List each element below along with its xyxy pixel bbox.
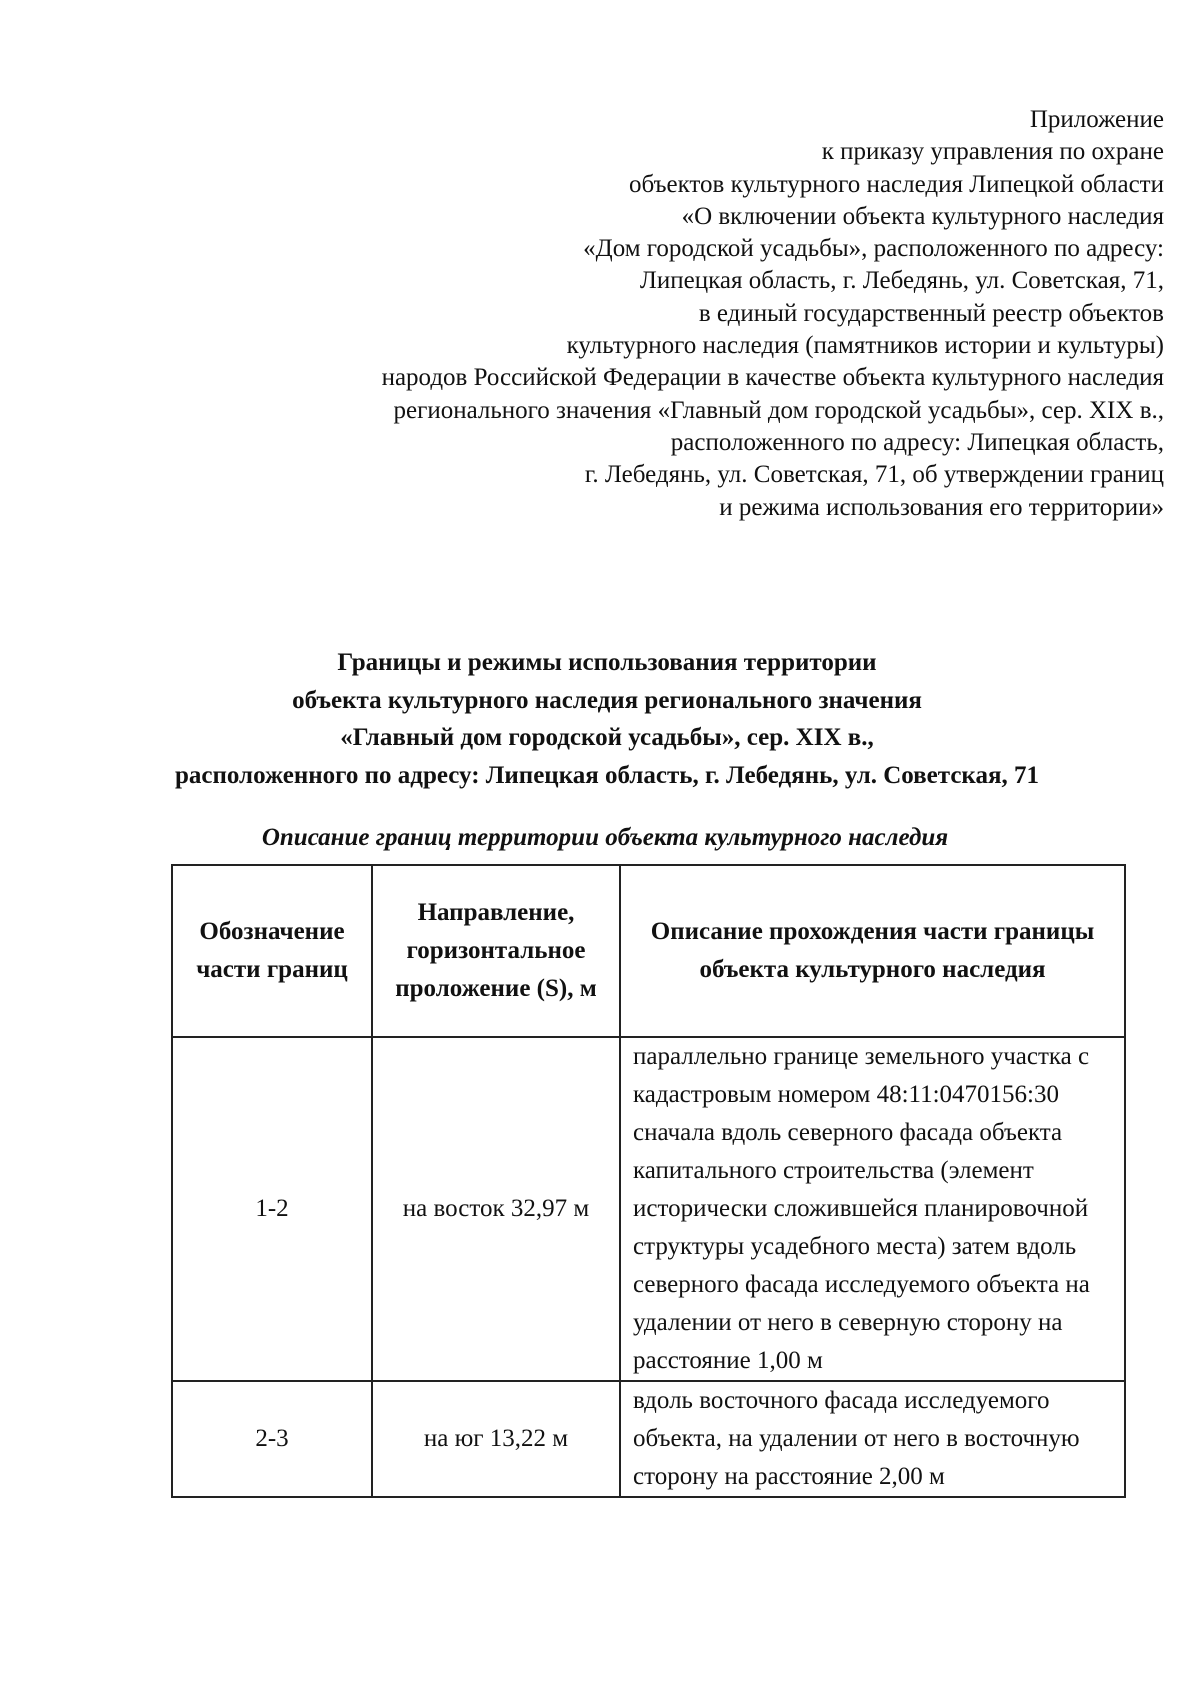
title-line: «Главный дом городской усадьбы», сер. XIX в., (340, 724, 874, 751)
appendix-block (164, 104, 1164, 524)
appendix-line: и режима использования его территории» (719, 493, 1164, 521)
table-row (172, 1381, 1125, 1497)
cell-description: параллельно границе земельного участка с кадастровым номером 48:11:0470156:30 сначала вдоль северного фасада объекта капитального строительства (элемент исторически сложившейся планировочной структуры усадебного места) затем вдоль северного фасада исследуемого объекта на удалении от него в северную сторону на расстояние 1,00 м (620, 1037, 1125, 1381)
table-caption: Описание границ территории объекта культурного наследия (261, 824, 949, 851)
title-line: расположенного по адресу: Липецкая область, г. Лебедянь, ул. Советская, 71 (174, 761, 1039, 789)
cell-direction: на восток 32,97 м (372, 1037, 620, 1381)
appendix-line: в единый государственный реестр объектов (698, 299, 1164, 327)
appendix-line: расположенного по адресу: Липецкая область, (670, 428, 1164, 456)
appendix-line: культурного наследия (памятников истории и культуры) (566, 332, 1164, 360)
document-title (0, 644, 1200, 794)
appendix-line: «О включении объекта культурного наследия (681, 202, 1164, 230)
appendix-line: народов Российской Федерации в качестве объекта культурного наследия (381, 364, 1164, 392)
cell-part: 1-2 (172, 1037, 372, 1381)
title-line: объекта культурного наследия регионального значения (292, 686, 922, 714)
table-row (172, 1037, 1125, 1381)
cell-direction: на юг 13,22 м (372, 1381, 620, 1497)
appendix-line: г. Лебедянь, ул. Советская, 71, об утверждении границ (584, 461, 1164, 489)
appendix-line: регионального значения «Главный дом городской усадьбы», сер. XIX в., (393, 396, 1164, 424)
appendix-line: Приложение (1029, 106, 1164, 133)
cell-description: вдоль восточного фасада исследуемого объекта, на удалении от него в восточную сторону на расстояние 2,00 м (620, 1381, 1125, 1497)
appendix-line: к приказу управления по охране (821, 138, 1164, 166)
header-description: Описание прохождения части границы объекта культурного наследия (620, 865, 1125, 1037)
boundaries-table (171, 864, 1126, 1498)
header-part: Обозначение части границ (172, 865, 372, 1037)
title-line: Границы и режимы использования территории (337, 649, 877, 676)
appendix-line: Липецкая область, г. Лебедянь, ул. Советская, 71, (639, 267, 1164, 295)
cell-part: 2-3 (172, 1381, 372, 1497)
table-header-row (172, 865, 1125, 1037)
header-direction: Направление, горизонтальное проложение (S), м (372, 865, 620, 1037)
appendix-line: объектов культурного наследия Липецкой области (629, 170, 1164, 198)
appendix-line: «Дом городской усадьбы», расположенного по адресу: (583, 235, 1164, 263)
